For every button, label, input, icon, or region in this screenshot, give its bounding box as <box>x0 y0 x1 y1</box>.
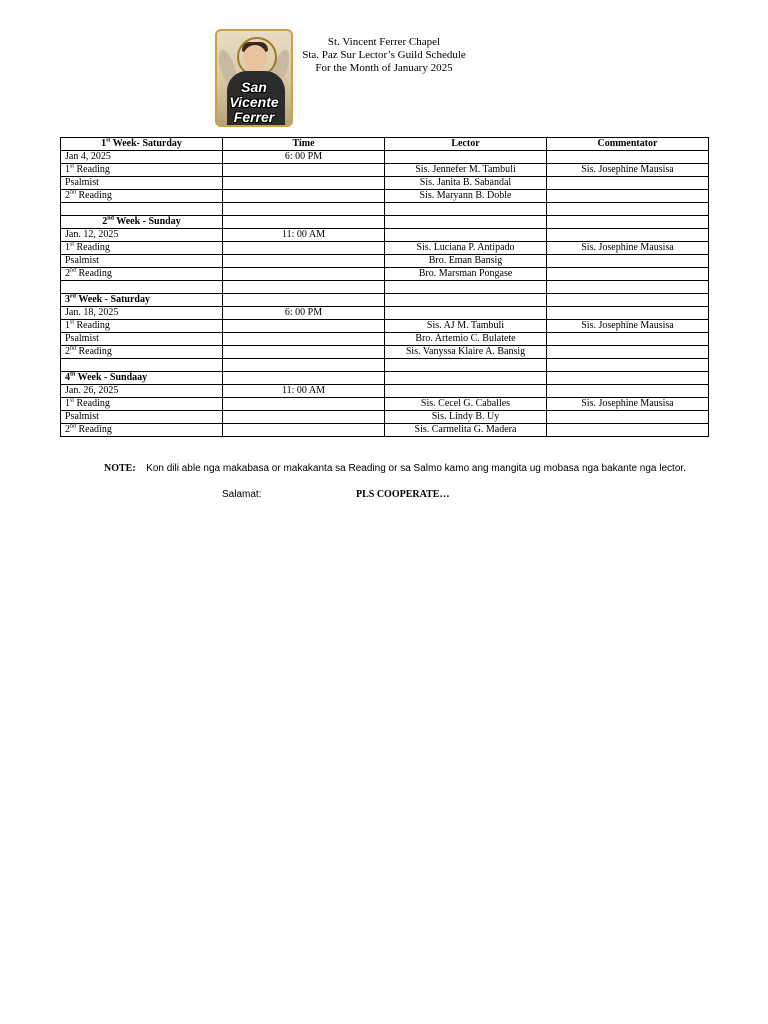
empty-cell <box>385 307 547 320</box>
col-commentator-header-text: Commentator <box>597 138 658 149</box>
ordinal-suffix: nd <box>70 189 76 196</box>
col-lector-header-text: Lector <box>451 138 480 149</box>
psalmist-lector <box>385 333 547 346</box>
ordinal-suffix: st <box>70 163 75 170</box>
face <box>243 45 267 71</box>
note-text: Kon dili able nga makabasa or makakanta sa Reading or sa Salmo kamo ang mangita ug mobasa nga bakante nga lector. <box>146 463 686 474</box>
reading-label: Reading <box>78 424 112 435</box>
mass-date-text: Jan. 18, 2025 <box>65 307 119 318</box>
week-label <box>61 216 223 229</box>
empty-cell <box>385 372 547 385</box>
second-reading-lector <box>385 346 547 359</box>
ordinal-suffix: nd <box>70 345 76 352</box>
psalmist-label <box>61 333 223 346</box>
empty-cell <box>547 268 709 281</box>
week-ordinal-suffix: rd <box>70 293 76 300</box>
empty-cell <box>223 424 385 437</box>
empty-cell <box>223 333 385 346</box>
logo-word-2: Vicente <box>229 94 279 110</box>
reading-label: Reading <box>78 346 112 357</box>
empty-cell <box>547 372 709 385</box>
week-ordinal-suffix: st <box>106 137 111 144</box>
psalmist-lector-text: Bro. Artemio C. Bulatete <box>415 333 516 344</box>
week-title: Week - Saturday <box>78 294 150 305</box>
empty-cell <box>547 177 709 190</box>
empty-cell <box>547 424 709 437</box>
note <box>104 463 686 474</box>
ordinal-suffix: st <box>70 319 75 326</box>
reading-label: Reading <box>76 398 110 409</box>
mass-date <box>61 229 223 242</box>
ordinal-suffix: nd <box>70 267 76 274</box>
empty-cell <box>61 281 223 294</box>
empty-cell <box>223 320 385 333</box>
empty-cell <box>385 281 547 294</box>
week-header-row <box>61 216 709 229</box>
empty-cell <box>385 229 547 242</box>
mass-date-text: Jan 4, 2025 <box>65 151 111 162</box>
col-lector-header <box>385 138 547 151</box>
mass-time <box>223 229 385 242</box>
empty-cell <box>223 255 385 268</box>
psalmist-label <box>61 411 223 424</box>
psalmist-label-text: Psalmist <box>65 333 99 344</box>
mass-time-text: 6: 00 PM <box>284 307 323 318</box>
first-reading-label: 1st Reading <box>61 398 223 411</box>
psalmist-label <box>61 177 223 190</box>
first-reading-lector-text: Sis. Luciana P. Antipado <box>416 242 515 253</box>
schedule-title: Sta. Paz Sur Lector’s Guild Schedule <box>302 49 466 61</box>
week-header-row <box>61 138 709 151</box>
mass-time-text: 11: 00 AM <box>282 385 325 396</box>
commentator-name <box>547 398 709 411</box>
mass-time-text: 6: 00 PM <box>284 151 323 162</box>
week-ordinal-suffix: nd <box>107 215 114 222</box>
empty-cell <box>547 151 709 164</box>
empty-cell <box>547 216 709 229</box>
salamat-label: Salamat: <box>222 489 262 500</box>
commentator-name <box>547 164 709 177</box>
empty-cell <box>547 281 709 294</box>
cooperate-text: PLS COOPERATE… <box>356 489 450 500</box>
second-reading-lector <box>385 190 547 203</box>
week-label <box>61 294 223 307</box>
empty-cell <box>547 411 709 424</box>
reading-label: Reading <box>76 320 110 331</box>
empty-cell <box>547 294 709 307</box>
mass-date <box>61 385 223 398</box>
empty-cell <box>61 359 223 372</box>
empty-cell <box>547 203 709 216</box>
week-header-row <box>61 372 709 385</box>
week-title: Week- Saturday <box>112 138 182 149</box>
commentator-name-text: Sis. Josephine Mausisa <box>581 242 674 253</box>
logo-word-1: San <box>241 79 267 95</box>
first-reading-lector-text: Sis. AJ M. Tambuli <box>426 320 505 331</box>
psalmist-label-text: Psalmist <box>65 177 99 188</box>
second-reading-lector <box>385 424 547 437</box>
empty-cell <box>547 190 709 203</box>
lector-schedule-table <box>60 137 709 437</box>
psalmist-label <box>61 255 223 268</box>
second-reading-label: 2nd Reading <box>61 268 223 281</box>
mass-time <box>223 385 385 398</box>
first-reading-row <box>61 164 709 177</box>
empty-cell <box>547 346 709 359</box>
commentator-name-text: Sis. Josephine Mausisa <box>581 320 674 331</box>
psalmist-row <box>61 411 709 424</box>
reading-label: Reading <box>78 190 112 201</box>
second-reading-row <box>61 268 709 281</box>
week-number: 3 <box>65 294 70 305</box>
week-label <box>61 372 223 385</box>
empty-cell <box>223 177 385 190</box>
empty-cell <box>223 372 385 385</box>
second-reading-row <box>61 346 709 359</box>
psalmist-row <box>61 177 709 190</box>
first-reading-row <box>61 320 709 333</box>
schedule-month: For the Month of January 2025 <box>315 62 453 74</box>
commentator-name <box>547 320 709 333</box>
second-reading-lector-text: Sis. Maryann B. Doble <box>419 190 512 201</box>
mass-date-text: Jan. 12, 2025 <box>65 229 119 240</box>
date-row <box>61 151 709 164</box>
empty-cell <box>547 255 709 268</box>
mass-date <box>61 151 223 164</box>
mass-time <box>223 151 385 164</box>
first-reading-lector-text: Sis. Cecel G. Caballes <box>420 398 511 409</box>
reading-label: Reading <box>76 242 110 253</box>
empty-cell <box>385 359 547 372</box>
empty-cell <box>385 294 547 307</box>
col-time-header-text: Time <box>292 138 315 149</box>
week-title: Week - Sunday <box>116 216 181 227</box>
empty-cell <box>223 242 385 255</box>
empty-cell <box>547 385 709 398</box>
mass-date-text: Jan. 26, 2025 <box>65 385 119 396</box>
first-reading-label: 1st Reading <box>61 320 223 333</box>
mass-date <box>61 307 223 320</box>
commentator-name-text: Sis. Josephine Mausisa <box>581 398 674 409</box>
week-ordinal-suffix: th <box>70 371 76 378</box>
second-reading-lector-text: Sis. Vanyssa Klaire A. Bansig <box>405 346 526 357</box>
week-number: 4 <box>65 372 70 383</box>
spacer-row <box>61 281 709 294</box>
second-reading-label: 2nd Reading <box>61 424 223 437</box>
note-label: NOTE: <box>104 463 136 474</box>
second-reading-lector <box>385 268 547 281</box>
second-reading-lector-text: Sis. Carmelita G. Madera <box>414 424 517 435</box>
mass-time-text: 11: 00 AM <box>282 229 325 240</box>
psalmist-label-text: Psalmist <box>65 255 99 266</box>
empty-cell <box>547 333 709 346</box>
week-label <box>61 138 223 151</box>
document-header <box>300 36 468 75</box>
first-reading-label: 1st Reading <box>61 164 223 177</box>
empty-cell <box>223 294 385 307</box>
san-vicente-ferrer-logo <box>215 29 293 127</box>
second-reading-lector-text: Bro. Marsman Pongase <box>418 268 513 279</box>
empty-cell <box>223 268 385 281</box>
empty-cell <box>223 411 385 424</box>
psalmist-row <box>61 255 709 268</box>
first-reading-lector <box>385 164 547 177</box>
spacer-row <box>61 359 709 372</box>
empty-cell <box>223 359 385 372</box>
first-reading-lector <box>385 398 547 411</box>
empty-cell <box>223 203 385 216</box>
empty-cell <box>385 385 547 398</box>
first-reading-row <box>61 242 709 255</box>
psalmist-row <box>61 333 709 346</box>
mass-time <box>223 307 385 320</box>
date-row <box>61 307 709 320</box>
ordinal-suffix: st <box>70 241 75 248</box>
ordinal-suffix: nd <box>70 423 76 430</box>
first-reading-lector <box>385 242 547 255</box>
week-header-row <box>61 294 709 307</box>
second-reading-row <box>61 424 709 437</box>
empty-cell <box>223 164 385 177</box>
week-number: 2 <box>102 216 108 227</box>
date-row <box>61 229 709 242</box>
schedule-body <box>61 138 709 437</box>
empty-cell <box>385 203 547 216</box>
commentator-name <box>547 242 709 255</box>
second-reading-row <box>61 190 709 203</box>
psalmist-lector-text: Bro. Eman Bansig <box>428 255 503 266</box>
empty-cell <box>385 151 547 164</box>
week-number: 1 <box>101 138 107 149</box>
empty-cell <box>547 229 709 242</box>
psalmist-label-text: Psalmist <box>65 411 99 422</box>
commentator-name-text: Sis. Josephine Mausisa <box>581 164 674 175</box>
empty-cell <box>223 216 385 229</box>
empty-cell <box>223 190 385 203</box>
first-reading-lector-text: Sis. Jennefer M. Tambuli <box>415 164 516 175</box>
reading-label: Reading <box>78 268 112 279</box>
psalmist-lector <box>385 177 547 190</box>
second-reading-label: 2nd Reading <box>61 190 223 203</box>
empty-cell <box>223 346 385 359</box>
empty-cell <box>223 281 385 294</box>
psalmist-lector <box>385 411 547 424</box>
empty-cell <box>547 307 709 320</box>
logo-word-3: Ferrer <box>233 109 275 125</box>
spacer-row <box>61 203 709 216</box>
psalmist-lector <box>385 255 547 268</box>
empty-cell <box>547 359 709 372</box>
empty-cell <box>223 398 385 411</box>
ordinal-suffix: st <box>70 397 75 404</box>
empty-cell <box>385 216 547 229</box>
second-reading-label: 2nd Reading <box>61 346 223 359</box>
col-time-header <box>223 138 385 151</box>
chapel-name: St. Vincent Ferrer Chapel <box>327 36 441 48</box>
first-reading-row <box>61 398 709 411</box>
first-reading-label: 1st Reading <box>61 242 223 255</box>
psalmist-lector-text: Sis. Janita B. Sabandal <box>419 177 512 188</box>
col-commentator-header <box>547 138 709 151</box>
week-title: Week - Sundaay <box>77 372 148 383</box>
date-row <box>61 385 709 398</box>
reading-label: Reading <box>76 164 110 175</box>
first-reading-lector <box>385 320 547 333</box>
empty-cell <box>61 203 223 216</box>
psalmist-lector-text: Sis. Lindy B. Uy <box>431 411 500 422</box>
